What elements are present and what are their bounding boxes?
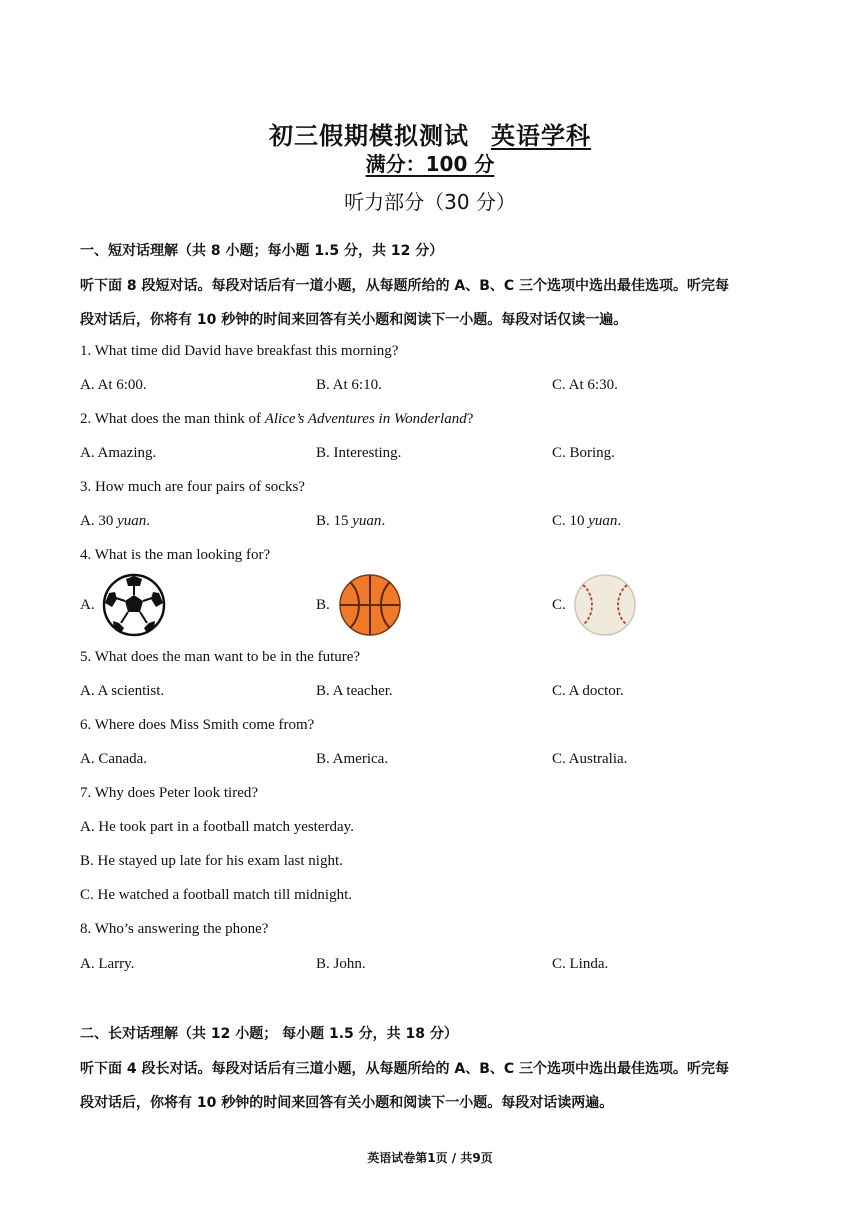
q4-option-c-label: C. xyxy=(552,597,566,613)
section1-instructions-line2: 段对话后，你将有 10 秒钟的时间来回答有关小题和阅读下一小题。每段对话仅读一遍。 xyxy=(80,312,628,328)
q1-option-c: C. At 6:30. xyxy=(552,377,618,393)
part-heading: 听力部分（30 分） xyxy=(344,190,516,214)
question-6: 6. Where does Miss Smith come from? xyxy=(80,717,315,733)
q8-option-a: A. Larry. xyxy=(80,956,135,972)
q3-option-c: C. 10 yuan. xyxy=(552,513,622,529)
q2-option-a: A. Amazing. xyxy=(80,445,157,461)
q2-option-b: B. Interesting. xyxy=(316,445,402,461)
question-8: 8. Who’s answering the phone? xyxy=(80,921,269,937)
question-7: 7. Why does Peter look tired? xyxy=(80,785,259,801)
basketball-icon xyxy=(338,573,402,637)
q8-option-b: B. John. xyxy=(316,956,366,972)
page-footer: 英语试卷第1页 / 共9页 xyxy=(367,1151,493,1165)
q7-option-b: B. He stayed up late for his exam last night. xyxy=(80,853,343,869)
question-5: 5. What does the man want to be in the future? xyxy=(80,649,361,665)
q1-option-a: A. At 6:00. xyxy=(80,377,147,393)
exam-title: 初三假期模拟测试 xyxy=(269,122,469,150)
q8-option-c: C. Linda. xyxy=(552,956,609,972)
section2-instructions-line1: 听下面 4 段长对话。每段对话后有三道小题，从每题所给的 A、B、C 三个选项中选出最佳选项。听完每 xyxy=(80,1061,730,1077)
q7-option-a: A. He took part in a football match yesterday. xyxy=(80,819,354,835)
question-4: 4. What is the man looking for? xyxy=(80,547,271,563)
q2-text-start: 2. What does the man think of xyxy=(80,411,265,427)
q5-option-b: B. A teacher. xyxy=(316,683,393,699)
q6-option-c: C. Australia. xyxy=(552,751,628,767)
baseball-icon xyxy=(573,573,637,637)
q3-option-a: A. 30 yuan. xyxy=(80,513,151,529)
q2-text-end: ? xyxy=(466,411,474,427)
section1-heading: 一、短对话理解（共 8 小题；每小题 1.5 分，共 12 分） xyxy=(80,243,444,259)
q4-option-a-label: A. xyxy=(80,597,95,613)
question-3: 3. How much are four pairs of socks? xyxy=(80,479,305,495)
q3-option-b: B. 15 yuan. xyxy=(316,513,386,529)
q2-book-title: Alice’s Adventures in Wonderland xyxy=(264,411,467,427)
section2-instructions-line2: 段对话后，你将有 10 秒钟的时间来回答有关小题和阅读下一小题。每段对话读两遍。 xyxy=(80,1095,614,1111)
q5-option-a: A. A scientist. xyxy=(80,683,165,699)
question-2 xyxy=(80,411,473,428)
q5-option-c: C. A doctor. xyxy=(552,683,624,699)
q4-option-b-label: B. xyxy=(316,597,330,613)
soccer-ball-icon xyxy=(102,573,166,637)
section1-instructions-line1: 听下面 8 段短对话。每段对话后有一道小题，从每题所给的 A、B、C 三个选项中选出最佳选项。听完每 xyxy=(80,278,730,294)
section2-heading: 二、长对话理解（共 12 小题； 每小题 1.5 分，共 18 分） xyxy=(80,1026,458,1042)
full-score: 满分：100 分 xyxy=(365,152,495,176)
q2-option-c: C. Boring. xyxy=(552,445,615,461)
question-1: 1. What time did David have breakfast this morning? xyxy=(80,343,399,359)
q7-option-c: C. He watched a football match till midnight. xyxy=(80,887,353,903)
exam-title-row xyxy=(0,116,860,151)
exam-subject: 英语学科 xyxy=(491,122,591,150)
q6-option-a: A. Canada. xyxy=(80,751,148,767)
q6-option-b: B. America. xyxy=(316,751,389,767)
q1-option-b: B. At 6:10. xyxy=(316,377,382,393)
